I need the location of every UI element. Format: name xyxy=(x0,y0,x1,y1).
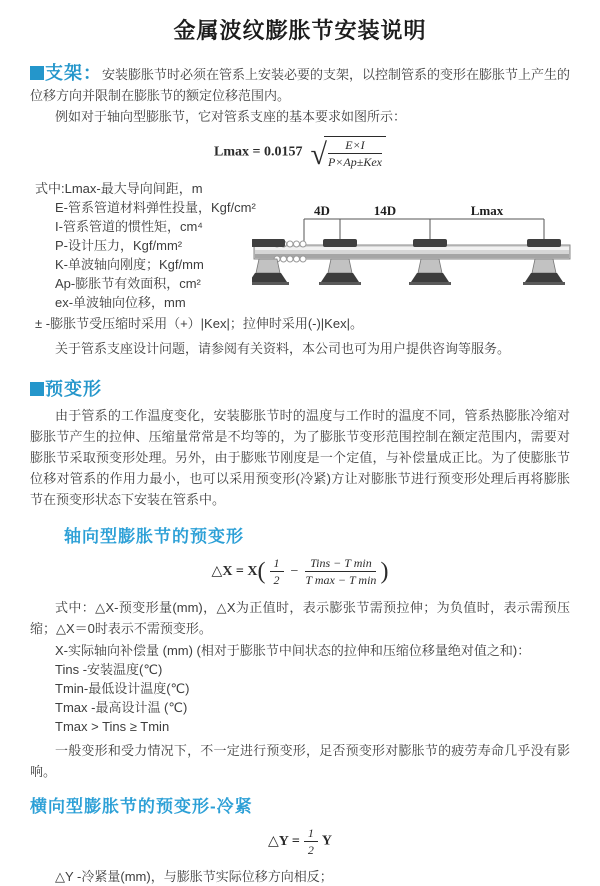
pm-note: ± -膨胀节受压缩时采用（+）|Kex|；拉伸时采用(-)|Kex|。 xyxy=(35,316,363,331)
item-line: Tins -安装温度(℃) xyxy=(55,662,163,677)
item-line: Tmax -最高设计温 (℃) xyxy=(55,700,188,715)
predeform-paragraph: 由于管系的工作温度变化，安装膨胀节时的温度与工作时的温度不同，管系热膨胀冷缩对膨胀节产生的拉伸、压缩量常常是不均等的，为了膨胀节变形范围控制在额定范围内，需要对膨胀节采取预变形处理。另外，由于膨账节刚度是一个定值，与补偿量成正比。为了使膨胀节位移对管系的作用力最小，也可以采用预变形(冷紧)方让对膨胀节进行预变形处理后再将膨胀节在预变形状态下安装在管系中。 xyxy=(30,408,570,507)
diagram-label-14d: 14D xyxy=(373,203,397,218)
definition-line: K-单波轴向刚度；Kgf/mm xyxy=(55,257,204,272)
support-intro-text: 安装膨胀节时必须在管系上安装必要的支架，以控制管系的变形在膨胀节上产生的位移方向并限制在膨胀节的额定位移范围内。 xyxy=(30,67,571,103)
half-denominator: 2 xyxy=(273,573,280,587)
lateral-note: △Y -冷紧量(mm)，与膨胀节实际位移方向相反； xyxy=(55,869,333,884)
half-numerator: 1 xyxy=(270,556,284,572)
lateral-formula xyxy=(30,826,570,857)
lateral-formula-rhs: Y xyxy=(321,833,332,849)
axial-items xyxy=(30,641,570,736)
axial-formula-lhs: △X = X xyxy=(211,564,258,579)
definition-line: 式中:Lmax-最大导向间距，m xyxy=(35,181,203,196)
section-marker-icon xyxy=(30,382,44,396)
guide-support xyxy=(523,239,565,285)
definition-line: I-管系管道的惯性矩，cm⁴ xyxy=(55,219,203,234)
diagram-label-4d: 4D xyxy=(314,203,330,218)
definition-line: Ap-膨胀节有效面积，cm² xyxy=(55,276,201,291)
definition-line: ex-单波轴向位移，mm xyxy=(55,295,186,310)
one-half-fraction xyxy=(270,556,284,587)
support-example-line: 例如对于轴向型膨胀节，它对管系支座的基本要求如图所示： xyxy=(55,109,407,124)
axial-note: 一般变形和受力情况下，不一定进行预变形，足否预变形对膨胀节的疲劳寿命几乎没有影响。 xyxy=(30,743,570,779)
lmax-fraction xyxy=(328,138,382,169)
definition-line: E-管系管道材料弹性投量，Kgf/cm² xyxy=(55,200,256,215)
close-paren: ) xyxy=(380,558,389,585)
lmax-formula xyxy=(30,136,570,169)
diagram-label-lmax: Lmax xyxy=(470,203,504,218)
lateral-formula-lhs: △Y = xyxy=(268,834,300,849)
page-title: 金属波纹膨胀节安装说明 xyxy=(173,18,427,43)
lmax-fraction-denominator: P×Ap±Kex xyxy=(327,155,382,169)
half-denominator: 2 xyxy=(307,843,314,857)
guide-support xyxy=(319,239,361,285)
guide-support xyxy=(409,239,451,285)
item-line: Tmax > Tins ≥ Tmin xyxy=(55,719,170,734)
sqrt-radical xyxy=(311,136,386,169)
minus-operator: − xyxy=(290,563,299,579)
definition-line: P-设计压力，Kgf/mm² xyxy=(55,238,183,253)
one-half-fraction xyxy=(304,826,318,857)
open-paren: ( xyxy=(257,558,266,585)
lateral-subheading: 横向型膨胀节的预变形-冷紧 xyxy=(30,797,253,816)
temperature-numerator: Tins − T min xyxy=(305,556,376,572)
consult-note: 关于管系支座设计问题，请参阅有关资料，本公司也可为用户提供咨询等服务。 xyxy=(55,341,511,356)
support-section-intro xyxy=(30,63,570,106)
item-line: X-实际轴向补偿量 (mm) (相对于膨胀节中间状态的拉伸和压缩位移量绝对值之和)： xyxy=(55,643,531,658)
half-numerator: 1 xyxy=(304,826,318,842)
pipe-support-diagram xyxy=(252,203,574,299)
axial-formula xyxy=(30,556,570,587)
lmax-formula-lhs: Lmax = 0.0157 xyxy=(214,144,303,160)
axial-subheading: 轴向型膨胀节的预变形 xyxy=(64,527,244,546)
section-marker-icon xyxy=(30,66,44,80)
temperature-denominator: T max − T min xyxy=(305,573,377,587)
predeform-section-heading xyxy=(30,375,570,401)
predeform-section-title: 预变形 xyxy=(45,379,102,399)
lmax-fraction-numerator: E×I xyxy=(328,138,382,154)
temperature-fraction xyxy=(305,556,376,587)
axial-explanation: 式中：△X-预变形量(mm)，△X为正值时，表示膨张节需预拉伸；为负值时，表示需预压缩；△X＝0时表示不需预变形。 xyxy=(30,600,570,636)
definitions-zone xyxy=(30,179,570,312)
radical-glyph: √ xyxy=(310,137,327,171)
item-line: Tmin-最低设计温度(℃) xyxy=(55,681,190,696)
support-section-title: 支架： xyxy=(45,63,102,83)
